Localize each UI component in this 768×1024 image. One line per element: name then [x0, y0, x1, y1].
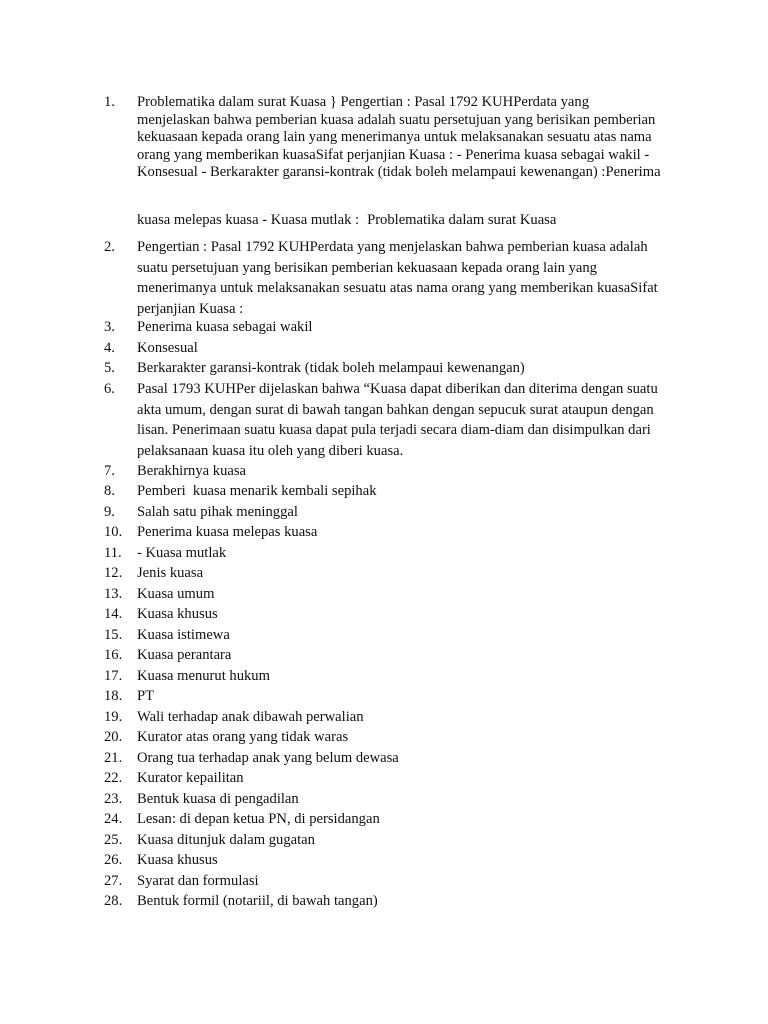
list-item-text: Salah satu pihak meninggal — [137, 504, 298, 520]
text-line: Pasal 1793 KUHPer dijelaskan bahwa “Kuasa dapat diberikan dan diterima dengan suatu — [137, 381, 658, 397]
text-line: akta umum, dengan surat di bawah tangan bahkan dengan sepucuk surat ataupun dengan — [137, 401, 654, 418]
list-item-text — [137, 94, 682, 182]
list-item-number: 10. — [104, 524, 123, 540]
list-item-number: 6. — [104, 381, 115, 397]
list-item-number: 26. — [104, 852, 123, 868]
list-item-number: 14. — [104, 606, 123, 622]
list-item-text: Kuasa khusus — [137, 606, 218, 622]
list-item-number: 1. — [104, 94, 115, 110]
list-item-number: 15. — [104, 627, 123, 643]
list-item-number: 24. — [104, 811, 123, 827]
list-item-text: - Kuasa mutlak — [137, 545, 227, 561]
list-item-text: Penerima kuasa melepas kuasa — [137, 524, 318, 540]
text-line: orang yang memberikan kuasaSifat perjanjian Kuasa : - Penerima kuasa sebagai wakil - — [137, 146, 650, 163]
list-item-number: 4. — [104, 340, 115, 356]
list-item-number: 7. — [104, 463, 115, 479]
text-line: suatu persetujuan yang berisikan pemberian kekuasaan kepada orang lain yang — [137, 259, 597, 276]
list-item-number: 8. — [104, 483, 115, 499]
list-item-text: Bentuk kuasa di pengadilan — [137, 791, 299, 807]
list-item-text: Kuasa menurut hukum — [137, 668, 270, 684]
text-line: Problematika dalam surat Kuasa } Pengertian : Pasal 1792 KUHPerdata yang — [137, 94, 590, 110]
text-line: lisan. Penerimaan suatu kuasa dapat pula terjadi secara diam-diam dan disimpulkan dari — [137, 422, 651, 438]
list-item-text: Penerima kuasa sebagai wakil — [137, 319, 313, 335]
list-item-text: Pemberi kuasa menarik kembali sepihak — [137, 483, 377, 499]
list-item-text: Kurator atas orang yang tidak waras — [137, 729, 349, 745]
text-line: pelaksanaan kuasa itu oleh yang diberi kuasa. — [137, 442, 404, 459]
list-item-number: 19. — [104, 709, 123, 725]
list-item-number: 28. — [104, 893, 123, 909]
list-item-text — [137, 379, 682, 461]
continuation-line — [137, 212, 556, 229]
list-item-text: Kuasa istimewa — [137, 627, 230, 643]
continuation-text: kuasa melepas kuasa - Kuasa mutlak : — [137, 212, 360, 228]
list-item-number: 27. — [104, 873, 123, 889]
list-item-text: Syarat dan formulasi — [137, 873, 259, 889]
text-line: perjanjian Kuasa : — [137, 300, 244, 317]
text-line: Pengertian : Pasal 1792 KUHPerdata yang menjelaskan bahwa pemberian kuasa adalah — [137, 239, 648, 255]
list-item-number: 11. — [104, 545, 122, 561]
list-item-number: 23. — [104, 791, 123, 807]
list-item-number: 9. — [104, 504, 115, 520]
text-line: kekuasaan kepada orang lain yang menerimanya untuk melaksanakan sesuatu atas nama — [137, 129, 652, 145]
list-item-text: Orang tua terhadap anak yang belum dewasa — [137, 750, 399, 766]
list-item-number: 2. — [104, 239, 115, 255]
list-item-number: 3. — [104, 319, 115, 335]
list-item-text: Kuasa perantara — [137, 647, 232, 663]
continuation-text: Problematika dalam surat Kuasa — [367, 212, 557, 228]
list-item-number: 13. — [104, 586, 123, 602]
list-item-number: 16. — [104, 647, 123, 663]
list-item-text: Jenis kuasa — [137, 565, 204, 581]
list-item-number: 22. — [104, 770, 123, 786]
list-item-text: Kuasa khusus — [137, 852, 218, 868]
text-line: menjelaskan bahwa pemberian kuasa adalah suatu persetujuan yang berisikan pemberian — [137, 111, 656, 128]
list-item-number: 20. — [104, 729, 123, 745]
list-item-text: PT — [137, 688, 155, 704]
list-item-number: 5. — [104, 360, 115, 376]
list-item-text: Kurator kepailitan — [137, 770, 244, 786]
list-item-text — [137, 237, 682, 319]
list-item-text: Lesan: di depan ketua PN, di persidangan — [137, 811, 380, 827]
list-item-text: Kuasa umum — [137, 586, 215, 602]
list-item-number: 17. — [104, 668, 123, 684]
list-item-text: Konsesual — [137, 340, 198, 356]
list-item-number: 12. — [104, 565, 123, 581]
list-item-text: Berakhirnya kuasa — [137, 463, 247, 479]
text-line: Konsesual - Berkarakter garansi-kontrak (tidak boleh melampaui kewenangan) :Penerima — [137, 164, 661, 180]
list-item-text: Kuasa ditunjuk dalam gugatan — [137, 832, 315, 848]
text-line: menerimanya untuk melaksanakan sesuatu atas nama orang yang memberikan kuasaSifat — [137, 280, 658, 296]
list-item-text: Wali terhadap anak dibawah perwalian — [137, 709, 364, 725]
list-item-text: Berkarakter garansi-kontrak (tidak boleh melampaui kewenangan) — [137, 360, 525, 376]
list-item-number: 25. — [104, 832, 123, 848]
list-item-text: Bentuk formil (notariil, di bawah tangan) — [137, 893, 378, 909]
list-item-number: 18. — [104, 688, 123, 704]
list-item-number: 21. — [104, 750, 123, 766]
